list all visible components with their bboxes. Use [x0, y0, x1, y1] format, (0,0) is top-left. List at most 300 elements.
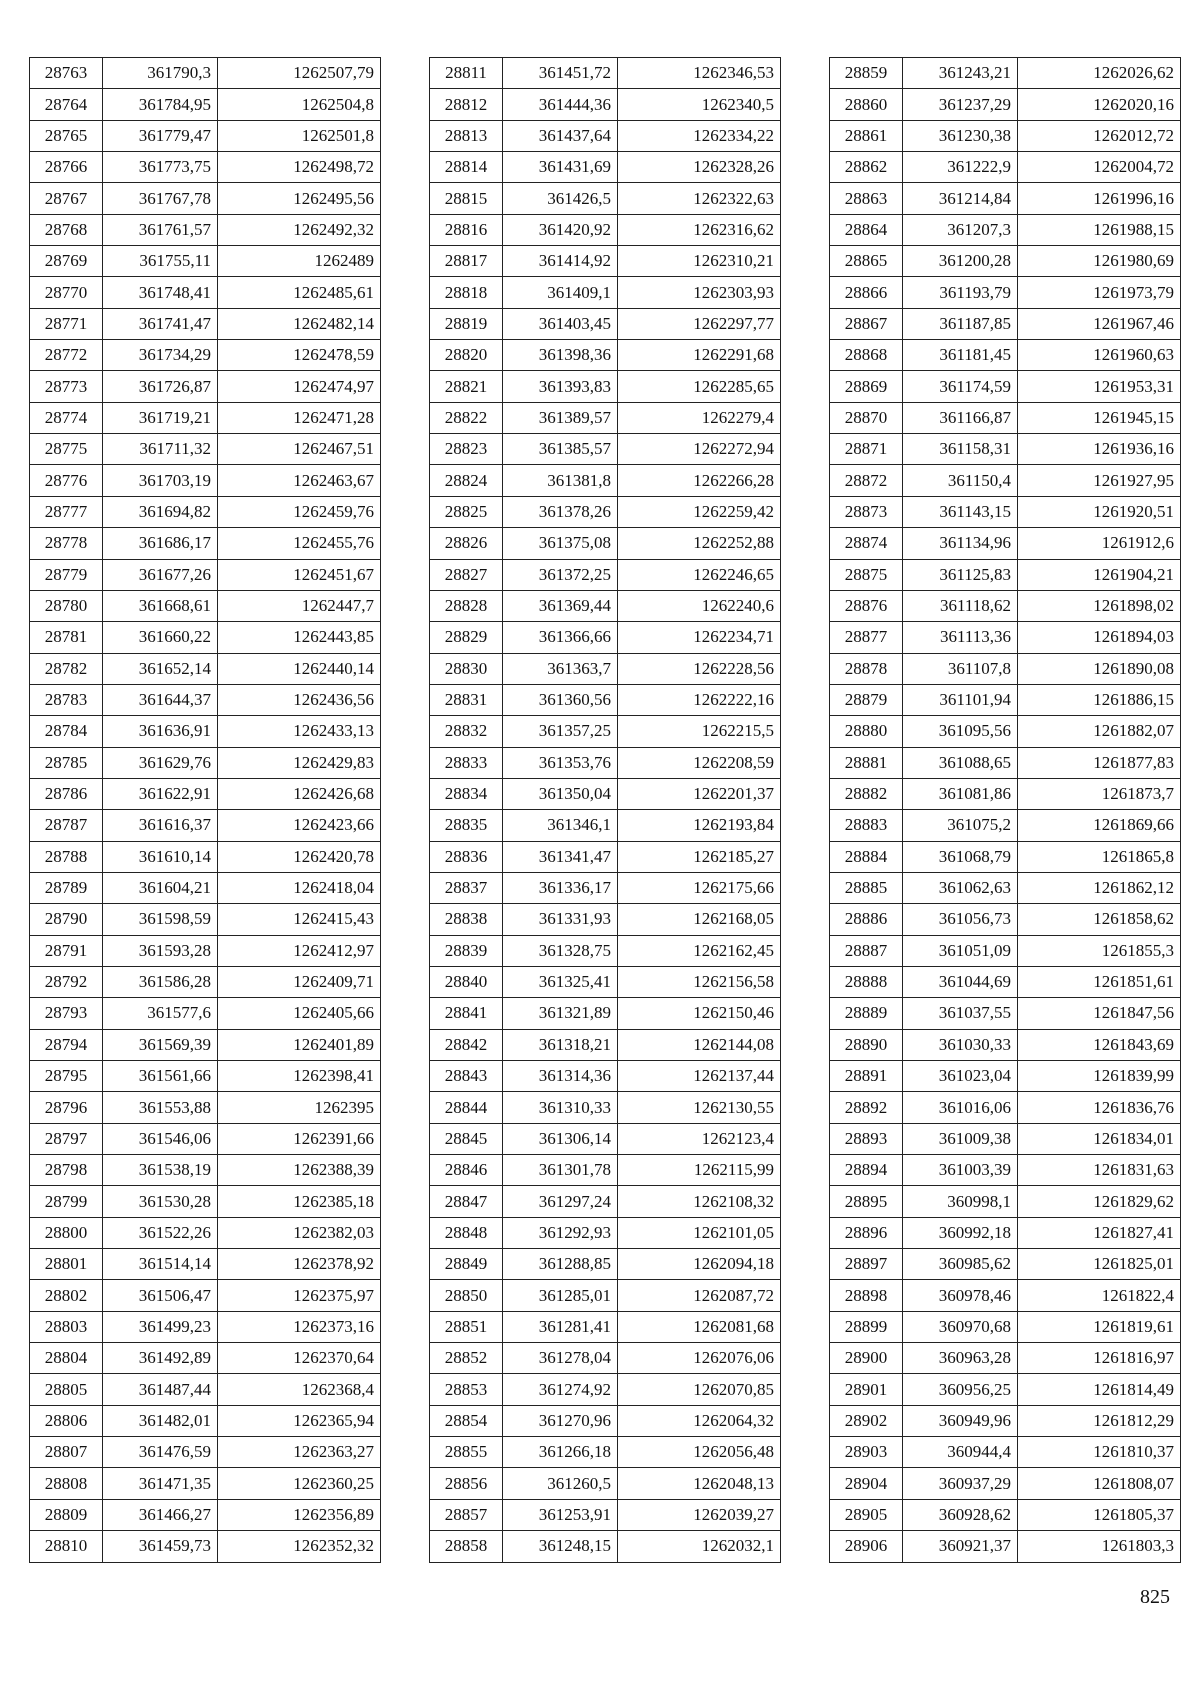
table-row	[30, 1280, 381, 1311]
y-coordinate-cell: 1262426,68	[218, 778, 381, 809]
x-coordinate-cell: 361668,61	[103, 590, 218, 621]
table-row	[30, 528, 381, 559]
table-body-right	[830, 58, 1181, 1563]
y-coordinate-cell: 1262150,46	[618, 998, 781, 1029]
point-number-cell: 28827	[430, 559, 503, 590]
y-coordinate-cell: 1262064,32	[618, 1405, 781, 1436]
x-coordinate-cell: 361023,04	[903, 1061, 1018, 1092]
y-coordinate-cell: 1261886,15	[1018, 684, 1181, 715]
x-coordinate-cell: 360937,29	[903, 1468, 1018, 1499]
y-coordinate-cell: 1262012,72	[1018, 120, 1181, 151]
point-number-cell: 28803	[30, 1311, 103, 1342]
x-coordinate-cell: 361398,36	[503, 340, 618, 371]
x-coordinate-cell: 361357,25	[503, 716, 618, 747]
y-coordinate-cell: 1262482,14	[218, 308, 381, 339]
table-row	[430, 1280, 781, 1311]
x-coordinate-cell: 361636,91	[103, 716, 218, 747]
y-coordinate-cell: 1262291,68	[618, 340, 781, 371]
point-number-cell: 28764	[30, 89, 103, 120]
point-number-cell: 28902	[830, 1405, 903, 1436]
table-row	[830, 1374, 1181, 1405]
y-coordinate-cell: 1262382,03	[218, 1217, 381, 1248]
point-number-cell: 28824	[430, 465, 503, 496]
point-number-cell: 28845	[430, 1123, 503, 1154]
y-coordinate-cell: 1261873,7	[1018, 778, 1181, 809]
table-row	[830, 841, 1181, 872]
point-number-cell: 28863	[830, 183, 903, 214]
table-row	[430, 1374, 781, 1405]
x-coordinate-cell: 361755,11	[103, 246, 218, 277]
point-number-cell: 28810	[30, 1531, 103, 1562]
point-number-cell: 28898	[830, 1280, 903, 1311]
table-row	[830, 747, 1181, 778]
y-coordinate-cell: 1262310,21	[618, 246, 781, 277]
point-number-cell: 28790	[30, 904, 103, 935]
y-coordinate-cell: 1262467,51	[218, 434, 381, 465]
table-row	[430, 528, 781, 559]
x-coordinate-cell: 361181,45	[903, 340, 1018, 371]
x-coordinate-cell: 361237,29	[903, 89, 1018, 120]
y-coordinate-cell: 1261898,02	[1018, 590, 1181, 621]
table-row	[830, 1186, 1181, 1217]
point-number-cell: 28906	[830, 1531, 903, 1562]
table-row	[430, 1437, 781, 1468]
y-coordinate-cell: 1261808,07	[1018, 1468, 1181, 1499]
y-coordinate-cell: 1262175,66	[618, 872, 781, 903]
table-row	[830, 622, 1181, 653]
x-coordinate-cell: 361420,92	[503, 214, 618, 245]
point-number-cell: 28809	[30, 1499, 103, 1530]
x-coordinate-cell: 360978,46	[903, 1280, 1018, 1311]
y-coordinate-cell: 1262240,6	[618, 590, 781, 621]
x-coordinate-cell: 361784,95	[103, 89, 218, 120]
point-number-cell: 28788	[30, 841, 103, 872]
y-coordinate-cell: 1261827,41	[1018, 1217, 1181, 1248]
point-number-cell: 28852	[430, 1343, 503, 1374]
x-coordinate-cell: 361378,26	[503, 496, 618, 527]
x-coordinate-cell: 361009,38	[903, 1123, 1018, 1154]
y-coordinate-cell: 1262039,27	[618, 1499, 781, 1530]
y-coordinate-cell: 1262433,13	[218, 716, 381, 747]
y-coordinate-cell: 1262222,16	[618, 684, 781, 715]
x-coordinate-cell: 361741,47	[103, 308, 218, 339]
point-number-cell: 28857	[430, 1499, 503, 1530]
table-row	[30, 277, 381, 308]
point-number-cell: 28853	[430, 1374, 503, 1405]
y-coordinate-cell: 1261927,95	[1018, 465, 1181, 496]
table-row	[830, 590, 1181, 621]
x-coordinate-cell: 361321,89	[503, 998, 618, 1029]
table-row	[430, 684, 781, 715]
point-number-cell: 28798	[30, 1155, 103, 1186]
x-coordinate-cell: 361622,91	[103, 778, 218, 809]
x-coordinate-cell: 361222,9	[903, 152, 1018, 183]
y-coordinate-cell: 1261843,69	[1018, 1029, 1181, 1060]
table-row	[30, 308, 381, 339]
point-number-cell: 28829	[430, 622, 503, 653]
y-coordinate-cell: 1262471,28	[218, 402, 381, 433]
y-coordinate-cell: 1262405,66	[218, 998, 381, 1029]
table-row	[830, 998, 1181, 1029]
x-coordinate-cell: 360970,68	[903, 1311, 1018, 1342]
table-row	[430, 120, 781, 151]
x-coordinate-cell: 361081,86	[903, 778, 1018, 809]
point-number-cell: 28855	[430, 1437, 503, 1468]
table-row	[830, 778, 1181, 809]
y-coordinate-cell: 1262429,83	[218, 747, 381, 778]
table-row	[430, 872, 781, 903]
y-coordinate-cell: 1261812,29	[1018, 1405, 1181, 1436]
y-coordinate-cell: 1262101,05	[618, 1217, 781, 1248]
point-number-cell: 28892	[830, 1092, 903, 1123]
x-coordinate-cell: 361694,82	[103, 496, 218, 527]
y-coordinate-cell: 1262370,64	[218, 1343, 381, 1374]
table-row	[30, 152, 381, 183]
table-row	[30, 402, 381, 433]
table-row	[30, 1499, 381, 1530]
y-coordinate-cell: 1261894,03	[1018, 622, 1181, 653]
table-row	[430, 434, 781, 465]
point-number-cell: 28869	[830, 371, 903, 402]
table-row	[430, 1186, 781, 1217]
x-coordinate-cell: 361459,73	[103, 1531, 218, 1562]
x-coordinate-cell: 361553,88	[103, 1092, 218, 1123]
point-number-cell: 28806	[30, 1405, 103, 1436]
y-coordinate-cell: 1262185,27	[618, 841, 781, 872]
x-coordinate-cell: 361325,41	[503, 966, 618, 997]
table-row	[30, 214, 381, 245]
point-number-cell: 28844	[430, 1092, 503, 1123]
x-coordinate-cell: 361095,56	[903, 716, 1018, 747]
point-number-cell: 28825	[430, 496, 503, 527]
point-number-cell: 28791	[30, 935, 103, 966]
x-coordinate-cell: 361310,33	[503, 1092, 618, 1123]
x-coordinate-cell: 361062,63	[903, 872, 1018, 903]
x-coordinate-cell: 361253,91	[503, 1499, 618, 1530]
x-coordinate-cell: 361030,33	[903, 1029, 1018, 1060]
point-number-cell: 28765	[30, 120, 103, 151]
table-row	[830, 1155, 1181, 1186]
point-number-cell: 28879	[830, 684, 903, 715]
point-number-cell: 28793	[30, 998, 103, 1029]
point-number-cell: 28851	[430, 1311, 503, 1342]
x-coordinate-cell: 361158,31	[903, 434, 1018, 465]
point-number-cell: 28782	[30, 653, 103, 684]
point-number-cell: 28781	[30, 622, 103, 653]
table-row	[830, 528, 1181, 559]
table-row	[30, 1155, 381, 1186]
x-coordinate-cell: 361660,22	[103, 622, 218, 653]
y-coordinate-cell: 1262420,78	[218, 841, 381, 872]
y-coordinate-cell: 1262395	[218, 1092, 381, 1123]
y-coordinate-cell: 1262409,71	[218, 966, 381, 997]
point-number-cell: 28770	[30, 277, 103, 308]
point-number-cell: 28833	[430, 747, 503, 778]
table-row	[30, 496, 381, 527]
table-row	[830, 810, 1181, 841]
x-coordinate-cell: 361248,15	[503, 1531, 618, 1562]
table-row	[830, 935, 1181, 966]
y-coordinate-cell: 1262388,39	[218, 1155, 381, 1186]
point-number-cell: 28769	[30, 246, 103, 277]
point-number-cell: 28860	[830, 89, 903, 120]
y-coordinate-cell: 1262440,14	[218, 653, 381, 684]
table-row	[830, 496, 1181, 527]
x-coordinate-cell: 361593,28	[103, 935, 218, 966]
y-coordinate-cell: 1262368,4	[218, 1374, 381, 1405]
y-coordinate-cell: 1262228,56	[618, 653, 781, 684]
x-coordinate-cell: 361629,76	[103, 747, 218, 778]
table-row	[30, 935, 381, 966]
y-coordinate-cell: 1261851,61	[1018, 966, 1181, 997]
table-row	[430, 778, 781, 809]
y-coordinate-cell: 1262340,5	[618, 89, 781, 120]
y-coordinate-cell: 1262334,22	[618, 120, 781, 151]
table-row	[430, 89, 781, 120]
table-row	[430, 1468, 781, 1499]
table-row	[830, 340, 1181, 371]
table-row	[830, 1343, 1181, 1374]
x-coordinate-cell: 361482,01	[103, 1405, 218, 1436]
point-number-cell: 28866	[830, 277, 903, 308]
table-row	[830, 434, 1181, 465]
y-coordinate-cell: 1262279,4	[618, 402, 781, 433]
y-coordinate-cell: 1262451,67	[218, 559, 381, 590]
point-number-cell: 28784	[30, 716, 103, 747]
table-row	[30, 1061, 381, 1092]
point-number-cell: 28880	[830, 716, 903, 747]
y-coordinate-cell: 1262436,56	[218, 684, 381, 715]
point-number-cell: 28819	[430, 308, 503, 339]
table-row	[830, 183, 1181, 214]
y-coordinate-cell: 1262489	[218, 246, 381, 277]
point-number-cell: 28787	[30, 810, 103, 841]
table-row	[30, 1311, 381, 1342]
point-number-cell: 28897	[830, 1249, 903, 1280]
table-row	[430, 1217, 781, 1248]
table-row	[30, 340, 381, 371]
x-coordinate-cell: 361748,41	[103, 277, 218, 308]
point-number-cell: 28895	[830, 1186, 903, 1217]
table-row	[30, 58, 381, 89]
y-coordinate-cell: 1262398,41	[218, 1061, 381, 1092]
table-row	[30, 1029, 381, 1060]
table-row	[830, 653, 1181, 684]
y-coordinate-cell: 1262498,72	[218, 152, 381, 183]
y-coordinate-cell: 1262123,4	[618, 1123, 781, 1154]
table-row	[430, 716, 781, 747]
y-coordinate-cell: 1262266,28	[618, 465, 781, 496]
y-coordinate-cell: 1262081,68	[618, 1311, 781, 1342]
table-row	[830, 684, 1181, 715]
coordinates-table-right	[829, 57, 1181, 1563]
point-number-cell: 28818	[430, 277, 503, 308]
x-coordinate-cell: 361301,78	[503, 1155, 618, 1186]
table-row	[430, 58, 781, 89]
x-coordinate-cell: 361487,44	[103, 1374, 218, 1405]
point-number-cell: 28807	[30, 1437, 103, 1468]
table-row	[430, 465, 781, 496]
y-coordinate-cell: 1262418,04	[218, 872, 381, 903]
coordinates-table-left	[29, 57, 381, 1563]
y-coordinate-cell: 1261847,56	[1018, 998, 1181, 1029]
table-row	[430, 1531, 781, 1562]
table-row	[830, 559, 1181, 590]
y-coordinate-cell: 1261858,62	[1018, 904, 1181, 935]
y-coordinate-cell: 1261836,76	[1018, 1092, 1181, 1123]
x-coordinate-cell: 361561,66	[103, 1061, 218, 1092]
x-coordinate-cell: 361056,73	[903, 904, 1018, 935]
table-row	[30, 1405, 381, 1436]
y-coordinate-cell: 1261814,49	[1018, 1374, 1181, 1405]
point-number-cell: 28865	[830, 246, 903, 277]
y-coordinate-cell: 1262076,06	[618, 1343, 781, 1374]
point-number-cell: 28802	[30, 1280, 103, 1311]
y-coordinate-cell: 1262087,72	[618, 1280, 781, 1311]
x-coordinate-cell: 360998,1	[903, 1186, 1018, 1217]
point-number-cell: 28846	[430, 1155, 503, 1186]
table-row	[430, 1249, 781, 1280]
y-coordinate-cell: 1261829,62	[1018, 1186, 1181, 1217]
y-coordinate-cell: 1262156,58	[618, 966, 781, 997]
x-coordinate-cell: 361125,83	[903, 559, 1018, 590]
y-coordinate-cell: 1262415,43	[218, 904, 381, 935]
x-coordinate-cell: 361393,83	[503, 371, 618, 402]
point-number-cell: 28778	[30, 528, 103, 559]
point-number-cell: 28887	[830, 935, 903, 966]
point-number-cell: 28905	[830, 1499, 903, 1530]
point-number-cell: 28785	[30, 747, 103, 778]
x-coordinate-cell: 361318,21	[503, 1029, 618, 1060]
table-row	[830, 58, 1181, 89]
table-row	[430, 559, 781, 590]
x-coordinate-cell: 361150,4	[903, 465, 1018, 496]
point-number-cell: 28875	[830, 559, 903, 590]
y-coordinate-cell: 1262137,44	[618, 1061, 781, 1092]
point-number-cell: 28766	[30, 152, 103, 183]
y-coordinate-cell: 1261973,79	[1018, 277, 1181, 308]
y-coordinate-cell: 1262020,16	[1018, 89, 1181, 120]
x-coordinate-cell: 361360,56	[503, 684, 618, 715]
table-row	[30, 120, 381, 151]
x-coordinate-cell: 361306,14	[503, 1123, 618, 1154]
y-coordinate-cell: 1261862,12	[1018, 872, 1181, 903]
x-coordinate-cell: 361118,62	[903, 590, 1018, 621]
point-number-cell: 28801	[30, 1249, 103, 1280]
y-coordinate-cell: 1262094,18	[618, 1249, 781, 1280]
y-coordinate-cell: 1261831,63	[1018, 1155, 1181, 1186]
point-number-cell: 28848	[430, 1217, 503, 1248]
table-row	[830, 872, 1181, 903]
y-coordinate-cell: 1262246,65	[618, 559, 781, 590]
table-row	[830, 1061, 1181, 1092]
y-coordinate-cell: 1262385,18	[218, 1186, 381, 1217]
point-number-cell: 28901	[830, 1374, 903, 1405]
x-coordinate-cell: 361767,78	[103, 183, 218, 214]
point-number-cell: 28821	[430, 371, 503, 402]
y-coordinate-cell: 1262352,32	[218, 1531, 381, 1562]
point-number-cell: 28849	[430, 1249, 503, 1280]
x-coordinate-cell: 361037,55	[903, 998, 1018, 1029]
table-row	[430, 1155, 781, 1186]
table-row	[30, 1123, 381, 1154]
y-coordinate-cell: 1262303,93	[618, 277, 781, 308]
table-row	[830, 1499, 1181, 1530]
y-coordinate-cell: 1262356,89	[218, 1499, 381, 1530]
point-number-cell: 28774	[30, 402, 103, 433]
table-row	[830, 1531, 1181, 1562]
table-row	[30, 1468, 381, 1499]
table-row	[30, 1249, 381, 1280]
point-number-cell: 28816	[430, 214, 503, 245]
table-row	[830, 1311, 1181, 1342]
table-body-middle	[430, 58, 781, 1563]
x-coordinate-cell: 361726,87	[103, 371, 218, 402]
table-row	[430, 402, 781, 433]
point-number-cell: 28871	[830, 434, 903, 465]
table-row	[830, 1249, 1181, 1280]
y-coordinate-cell: 1262447,7	[218, 590, 381, 621]
x-coordinate-cell: 361598,59	[103, 904, 218, 935]
x-coordinate-cell: 361113,36	[903, 622, 1018, 653]
table-row	[430, 810, 781, 841]
point-number-cell: 28795	[30, 1061, 103, 1092]
point-number-cell: 28800	[30, 1217, 103, 1248]
x-coordinate-cell: 361193,79	[903, 277, 1018, 308]
point-number-cell: 28881	[830, 747, 903, 778]
x-coordinate-cell: 361044,69	[903, 966, 1018, 997]
point-number-cell: 28884	[830, 841, 903, 872]
x-coordinate-cell: 361143,15	[903, 496, 1018, 527]
point-number-cell: 28903	[830, 1437, 903, 1468]
y-coordinate-cell: 1261839,99	[1018, 1061, 1181, 1092]
point-number-cell: 28876	[830, 590, 903, 621]
x-coordinate-cell: 361538,19	[103, 1155, 218, 1186]
point-number-cell: 28891	[830, 1061, 903, 1092]
table-row	[430, 935, 781, 966]
point-number-cell: 28872	[830, 465, 903, 496]
x-coordinate-cell: 361711,32	[103, 434, 218, 465]
x-coordinate-cell: 361403,45	[503, 308, 618, 339]
table-row	[830, 1468, 1181, 1499]
x-coordinate-cell: 361174,59	[903, 371, 1018, 402]
x-coordinate-cell: 361492,89	[103, 1343, 218, 1374]
table-row	[430, 998, 781, 1029]
x-coordinate-cell: 361207,3	[903, 214, 1018, 245]
y-coordinate-cell: 1261945,15	[1018, 402, 1181, 433]
point-number-cell: 28822	[430, 402, 503, 433]
y-coordinate-cell: 1262234,71	[618, 622, 781, 653]
table-row	[430, 747, 781, 778]
point-number-cell: 28864	[830, 214, 903, 245]
x-coordinate-cell: 361270,96	[503, 1405, 618, 1436]
x-coordinate-cell: 361466,27	[103, 1499, 218, 1530]
point-number-cell: 28877	[830, 622, 903, 653]
point-number-cell: 28882	[830, 778, 903, 809]
point-number-cell: 28858	[430, 1531, 503, 1562]
x-coordinate-cell: 361476,59	[103, 1437, 218, 1468]
table-row	[830, 465, 1181, 496]
x-coordinate-cell: 361292,93	[503, 1217, 618, 1248]
point-number-cell: 28835	[430, 810, 503, 841]
point-number-cell: 28888	[830, 966, 903, 997]
table-row	[830, 1092, 1181, 1123]
y-coordinate-cell: 1262208,59	[618, 747, 781, 778]
table-row	[830, 120, 1181, 151]
point-number-cell: 28771	[30, 308, 103, 339]
point-number-cell: 28780	[30, 590, 103, 621]
x-coordinate-cell: 361375,08	[503, 528, 618, 559]
